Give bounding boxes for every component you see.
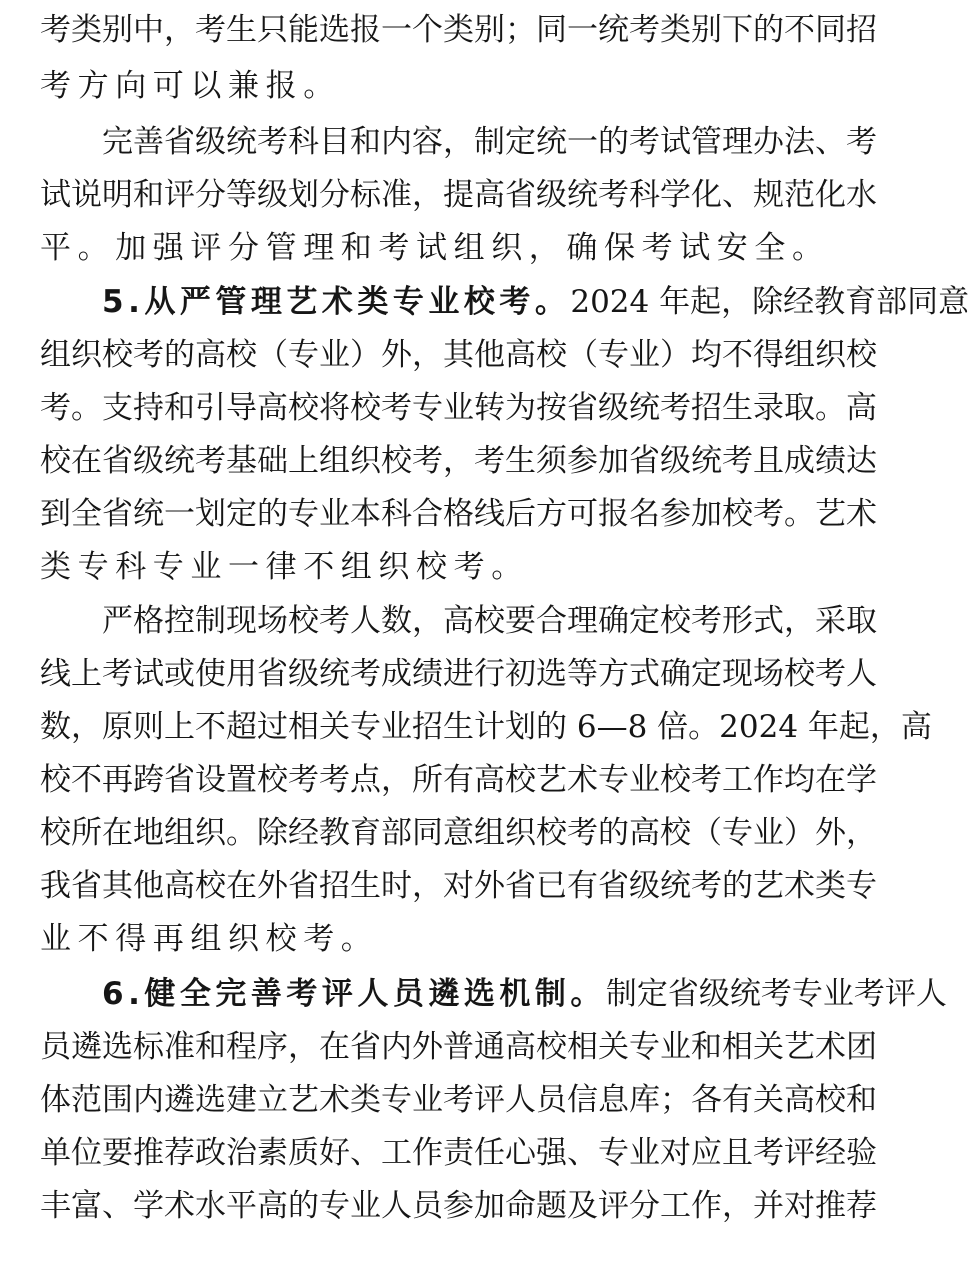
paragraph-line: 业不得再组织校考。 — [40, 921, 379, 957]
paragraph-line: 员遴选标准和程序，在省内外普通高校相关专业和相关艺术团 — [40, 1029, 877, 1065]
paragraph-line: 平。加强评分管理和考试组织，确保考试安全。 — [40, 230, 830, 266]
paragraph-line: 校所在地组织。除经教育部同意组织校考的高校（专业）外， — [40, 815, 877, 851]
paragraph-line: 体范围内遴选建立艺术类专业考评人员信息库；各有关高校和 — [40, 1082, 877, 1118]
paragraph-line: 丰富、学术水平高的专业人员参加命题及评分工作，并对推荐 — [40, 1188, 877, 1224]
paragraph-line: 到全省统一划定的专业本科合格线后方可报名参加校考。艺术 — [40, 496, 877, 532]
paragraph-line: 组织校考的高校（专业）外，其他高校（专业）均不得组织校 — [40, 337, 877, 373]
paragraph-line: 校在省级统考基础上组织校考，考生须参加省级统考且成绩达 — [40, 443, 877, 479]
paragraph-line: 考类别中，考生只能选报一个类别；同一统考类别下的不同招 — [40, 12, 877, 48]
section-5-first-line-text: 2024 年起，除经教育部同意 — [570, 284, 969, 320]
paragraph-line: 校不再跨省设置校考考点，所有高校艺术专业校考工作均在学 — [40, 762, 877, 798]
paragraph-line: 试说明和评分等级划分标准，提高省级统考科学化、规范化水 — [40, 177, 877, 213]
paragraph-line: 单位要推荐政治素质好、工作责任心强、专业对应且考评经验 — [40, 1135, 877, 1171]
paragraph-line: 考方向可以兼报。 — [40, 68, 341, 104]
section-6-heading: 6.健全完善考评人员遴选机制。 — [102, 976, 606, 1012]
section-6-first-line-text: 制定省级统考专业考评人 — [605, 976, 947, 1012]
section-5-first-line — [102, 276, 969, 328]
section-6-first-line — [102, 968, 947, 1020]
paragraph-line: 数，原则上不超过相关专业招生计划的 6—8 倍。2024 年起，高 — [40, 709, 932, 745]
paragraph-line: 考。支持和引导高校将校考专业转为按省级统考招生录取。高 — [40, 390, 877, 426]
paragraph-line: 完善省级统考科目和内容，制定统一的考试管理办法、考 — [102, 124, 877, 160]
paragraph-line: 严格控制现场校考人数，高校要合理确定校考形式，采取 — [102, 603, 877, 639]
paragraph-line: 线上考试或使用省级统考成绩进行初选等方式确定现场校考人 — [40, 656, 877, 692]
section-5-heading: 5.从严管理艺术类专业校考。 — [102, 284, 571, 320]
paragraph-line: 类专科专业一律不组织校考。 — [40, 549, 529, 585]
paragraph-line: 我省其他高校在外省招生时，对外省已有省级统考的艺术类专 — [40, 868, 877, 904]
